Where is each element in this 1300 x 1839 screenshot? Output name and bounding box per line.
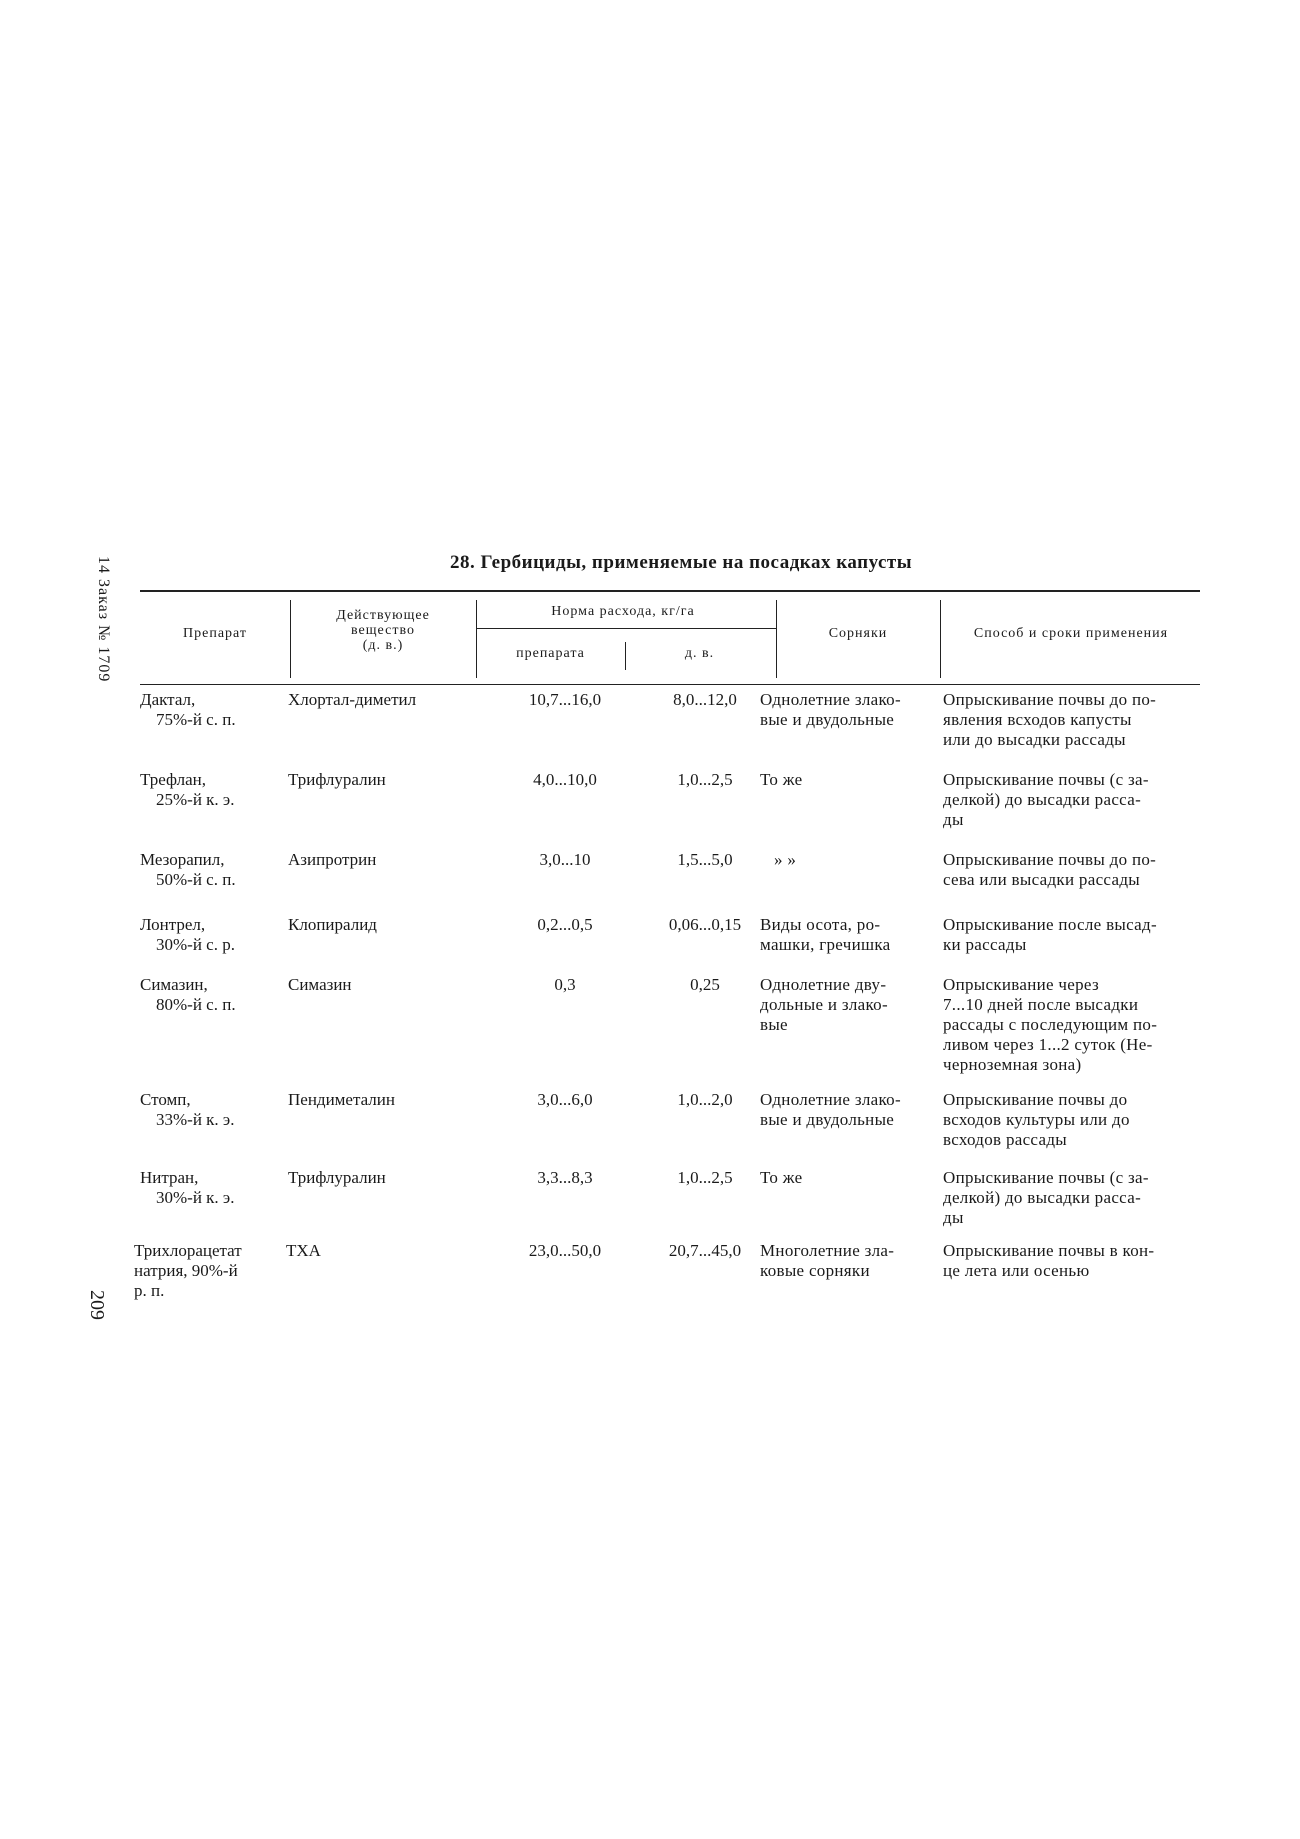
table-title: 28. Гербициды, применяемые на посадках капусты: [450, 552, 913, 573]
method-line: всходов культуры или до: [943, 1110, 1130, 1129]
cell-method: [943, 1090, 1200, 1150]
prep-name: Мезорапил,: [140, 850, 225, 869]
weeds-line: Однолетние дву-: [760, 975, 887, 994]
header-rate-preparation: препарата: [516, 646, 585, 661]
cell-preparation: [140, 975, 290, 1015]
header-subrule: [476, 628, 776, 629]
prep-name: Дактал,: [140, 690, 196, 709]
method-line: сева или высадки рассады: [943, 870, 1140, 889]
method-line: ды: [943, 1208, 964, 1227]
cell-method: [943, 975, 1200, 1075]
prep-form: 25%-й к. э.: [156, 790, 235, 809]
method-line: или до высадки рассады: [943, 730, 1126, 749]
prep-name: Трефлан,: [140, 770, 206, 789]
cell-weeds: [760, 690, 935, 730]
cell-weeds: [760, 770, 935, 790]
method-line: 7...10 дней после высадки: [943, 995, 1139, 1014]
side-margin-note: 14 Заказ № 1709: [95, 556, 112, 683]
weeds-line: вые и двудольные: [760, 710, 895, 729]
cell-method: [943, 1241, 1200, 1281]
weeds-line: То же: [760, 770, 803, 789]
cell-active-substance: Пендиметалин: [288, 1090, 395, 1109]
method-line: ды: [943, 810, 964, 829]
prep-form: 50%-й с. п.: [156, 870, 236, 889]
cell-weeds: [760, 1168, 935, 1188]
cell-weeds: [760, 975, 935, 1035]
cell-rate-active: 8,0...12,0: [673, 690, 737, 709]
cell-preparation: [140, 1168, 290, 1208]
header-method: Способ и сроки применения: [973, 626, 1169, 641]
cell-rate-preparation: 3,0...10: [539, 850, 591, 869]
method-line: це лета или осенью: [943, 1261, 1090, 1280]
weeds-line: ковые сорняки: [760, 1261, 870, 1280]
cell-rate-active: 0,06...0,15: [668, 915, 742, 934]
cell-rate-preparation: 0,2...0,5: [537, 915, 593, 934]
cell-active-substance: Хлортал-диметил: [288, 690, 417, 709]
cell-weeds: [760, 850, 949, 870]
header-divider: [776, 600, 777, 678]
cell-active-substance: Трифлуралин: [288, 770, 386, 789]
header-divider: [625, 642, 626, 670]
cell-rate-preparation: 10,7...16,0: [528, 690, 602, 709]
header-active-line-3: (д. в.): [362, 638, 404, 653]
cell-active-substance: Трифлуралин: [288, 1168, 386, 1187]
header-active-line-1: Действующее: [336, 608, 430, 623]
cell-preparation: [140, 915, 290, 955]
cell-rate-preparation: 23,0...50,0: [528, 1241, 602, 1260]
cell-preparation: [140, 1090, 290, 1130]
cell-rate-active: 1,0...2,0: [677, 1090, 733, 1109]
header-rate-active: д. в.: [684, 646, 715, 661]
weeds-line: вые и двудольные: [760, 1110, 895, 1129]
method-line: Опрыскивание почвы до по-: [943, 850, 1157, 869]
method-line: ки рассады: [943, 935, 1027, 954]
method-line: Опрыскивание почвы (с за-: [943, 1168, 1149, 1187]
weeds-line: То же: [760, 1168, 803, 1187]
method-line: черноземная зона): [943, 1055, 1082, 1074]
header-divider: [476, 600, 477, 678]
method-line: Опрыскивание почвы до по-: [943, 690, 1157, 709]
weeds-line: Виды осота, ро-: [760, 915, 881, 934]
prep-name: Лонтрел,: [140, 915, 206, 934]
cell-rate-active: 1,0...2,5: [677, 770, 733, 789]
cell-method: [943, 915, 1200, 955]
header-preparation: Препарат: [183, 626, 247, 641]
cell-method: [943, 770, 1200, 830]
method-line: делкой) до высадки расса-: [943, 790, 1142, 809]
weeds-line: Однолетние злако-: [760, 1090, 901, 1109]
header-divider: [290, 600, 291, 678]
weeds-line: вые: [760, 1015, 788, 1034]
cell-rate-preparation: 4,0...10,0: [533, 770, 597, 789]
cell-active-substance: Клопиралид: [288, 915, 377, 934]
header-active-substance: [292, 608, 474, 653]
cell-method: [943, 850, 1200, 890]
prep-form: 33%-й к. э.: [156, 1110, 235, 1129]
cell-rate-preparation: 3,0...6,0: [537, 1090, 593, 1109]
cell-weeds: [760, 1241, 935, 1281]
cell-active-substance: Симазин: [288, 975, 352, 994]
weeds-line: дольные и злако-: [760, 995, 888, 1014]
header-divider: [940, 600, 941, 678]
page-number: 209: [86, 1290, 108, 1320]
header-weeds: Сорняки: [828, 626, 888, 641]
cell-method: [943, 690, 1200, 750]
prep-name: Трихлорацетат: [134, 1241, 242, 1260]
cell-preparation: [140, 850, 290, 890]
method-line: всходов рассады: [943, 1130, 1067, 1149]
cell-rate-active: 20,7...45,0: [668, 1241, 742, 1260]
cell-weeds: [760, 915, 935, 955]
cell-preparation: [134, 1241, 284, 1301]
cell-active-substance: ТХА: [286, 1241, 321, 1260]
method-line: явления всходов капусты: [943, 710, 1132, 729]
weeds-line: машки, гречишка: [760, 935, 891, 954]
cell-rate-active: 0,25: [690, 975, 720, 994]
cell-preparation: [140, 690, 290, 730]
prep-name: Симазин,: [140, 975, 208, 994]
cell-active-substance: Азипротрин: [288, 850, 377, 869]
prep-form: 80%-й с. п.: [156, 995, 236, 1014]
cell-rate-preparation: 3,3...8,3: [537, 1168, 593, 1187]
prep-form: р. п.: [134, 1281, 165, 1300]
method-line: Опрыскивание почвы в кон-: [943, 1241, 1155, 1260]
cell-method: [943, 1168, 1200, 1228]
table-header-rule: [140, 684, 1200, 685]
prep-form: 30%-й с. р.: [156, 935, 235, 954]
prep-name: Нитран,: [140, 1168, 199, 1187]
weeds-line: » »: [774, 850, 797, 869]
prep-form: 30%-й к. э.: [156, 1188, 235, 1207]
method-line: ливом через 1...2 суток (Не-: [943, 1035, 1153, 1054]
cell-rate-active: 1,5...5,0: [677, 850, 733, 869]
method-line: рассады с последующим по-: [943, 1015, 1158, 1034]
cell-rate-active: 1,0...2,5: [677, 1168, 733, 1187]
table-top-rule: [140, 590, 1200, 592]
method-line: Опрыскивание почвы (с за-: [943, 770, 1149, 789]
method-line: Опрыскивание через: [943, 975, 1100, 994]
header-active-line-2: вещество: [351, 623, 415, 638]
prep-form: 75%-й с. п.: [156, 710, 236, 729]
weeds-line: Однолетние злако-: [760, 690, 901, 709]
method-line: делкой) до высадки расса-: [943, 1188, 1142, 1207]
method-line: Опрыскивание после высад-: [943, 915, 1157, 934]
cell-weeds: [760, 1090, 935, 1130]
method-line: Опрыскивание почвы до: [943, 1090, 1128, 1109]
cell-preparation: [140, 770, 290, 810]
cell-rate-preparation: 0,3: [554, 975, 576, 994]
prep-name: Стомп,: [140, 1090, 191, 1109]
header-rate: Норма расхода, кг/га: [551, 604, 695, 619]
prep-form: натрия, 90%-й: [134, 1261, 238, 1280]
weeds-line: Многолетние зла-: [760, 1241, 895, 1260]
